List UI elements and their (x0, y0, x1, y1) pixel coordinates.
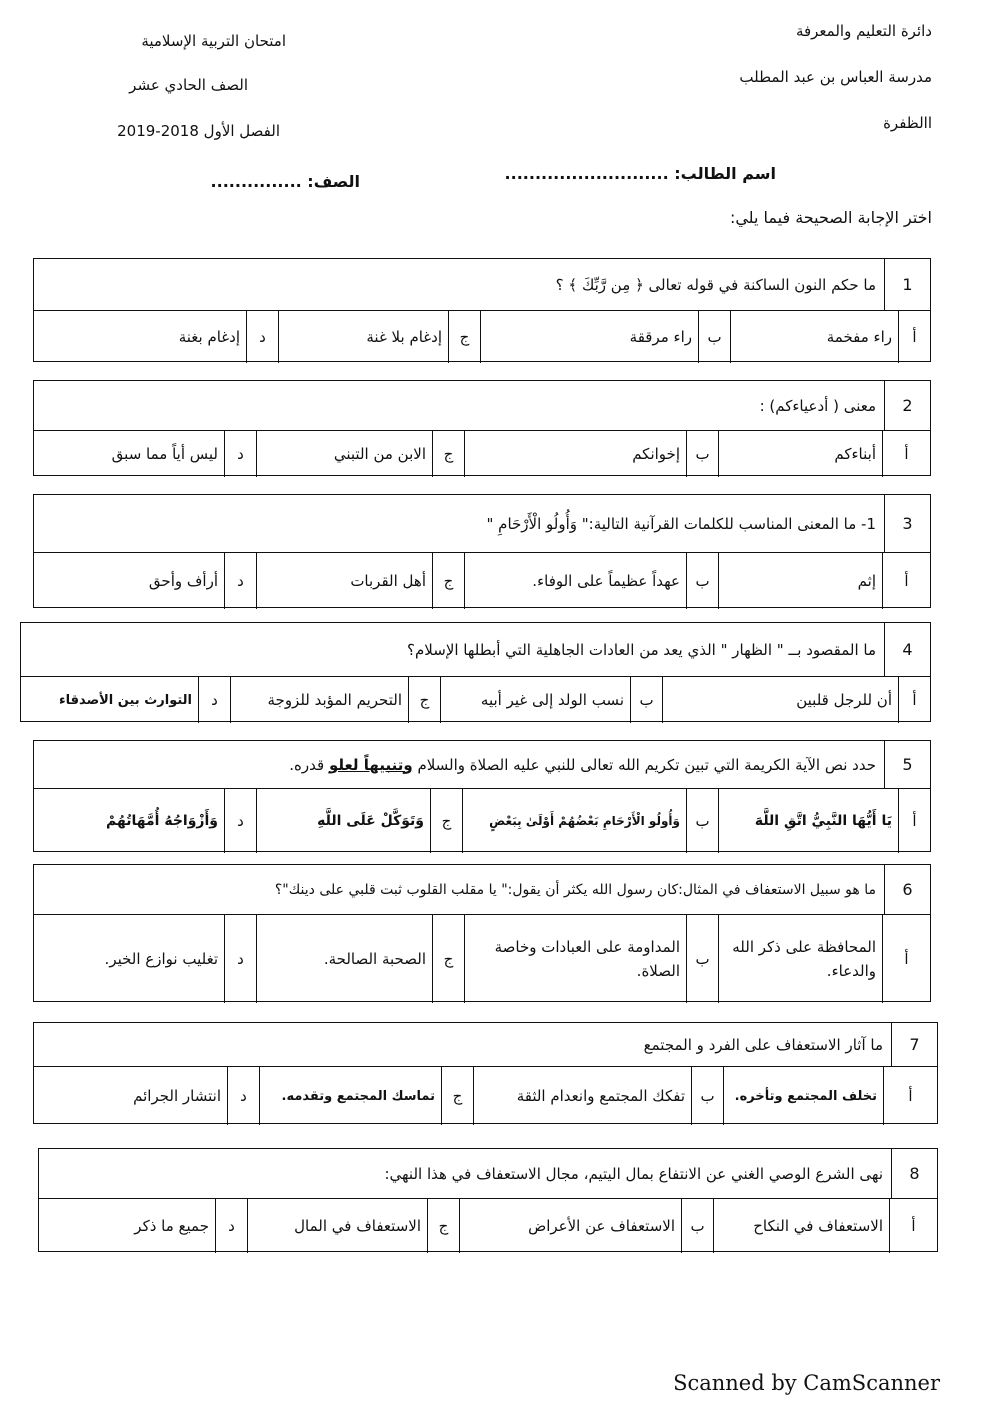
option-a[interactable]: إثم (718, 553, 882, 609)
option-d[interactable]: تغليب نوازع الخير. (104, 950, 218, 968)
option-c[interactable]: الاستعفاف في المال (247, 1199, 427, 1253)
option-letter-c: ج (427, 1199, 459, 1253)
option-b[interactable]: وَأُولُو الْأَرْحَامِ بَعْضُهُمْ أَوْلَىٰ بِبَعْضٍ (462, 789, 686, 853)
options-row (34, 311, 930, 363)
instruction-text: اختر الإجابة الصحيحة فيما يلي: (729, 208, 932, 227)
question-number: 1 (884, 259, 930, 310)
question-text-emphasis: وتنبيهاً لعلو (328, 755, 413, 774)
region-name: االظفرة (883, 114, 932, 132)
option-letter-c: ج (408, 677, 440, 723)
option-letter-a: أ (889, 1199, 937, 1253)
option-letter-c: ج (448, 311, 480, 363)
option-c[interactable]: الابن من التبني (256, 431, 432, 477)
option-letter-c: ج (430, 789, 462, 853)
option-letter-b: ب (686, 915, 718, 1003)
question-text: ما المقصود بــ " الظهار " الذي يعد من العادات الجاهلية التي أبطلها الإسلام؟ (407, 640, 876, 659)
question-text: 1- ما المعنى المناسب للكلمات القرآنية التالية:" وَأُولُو الْأَرْحَامِ " (486, 514, 876, 533)
option-a[interactable]: الاستعفاف في النكاح (713, 1199, 889, 1253)
option-d[interactable]: ليس أياً مما سبق (111, 445, 218, 463)
option-letter-b: ب (698, 311, 730, 363)
option-letter-d: د (246, 311, 278, 363)
option-letter-b: ب (686, 553, 718, 609)
option-letter-c: ج (432, 553, 464, 609)
option-letter-c: ج (441, 1067, 473, 1125)
question-row (34, 1023, 937, 1067)
question-block-1 (33, 258, 931, 362)
question-number: 4 (884, 623, 930, 676)
option-letter-d: د (224, 915, 256, 1003)
question-number: 7 (891, 1023, 937, 1066)
options-row (39, 1199, 937, 1253)
option-d[interactable]: أرأف وأحق (148, 572, 218, 590)
option-d[interactable]: انتشار الجرائم (133, 1087, 221, 1105)
scanner-watermark: Scanned by CamScanner (673, 1371, 940, 1395)
question-number: 5 (884, 741, 930, 788)
option-a[interactable]: يَا أَيُّهَا النَّبِيُّ اتَّقِ اللَّهَ (718, 789, 898, 853)
option-c[interactable]: وَتَوَكَّلْ عَلَى اللَّهِ (256, 789, 430, 853)
option-letter-a: أ (882, 915, 930, 1003)
question-block-8 (38, 1148, 938, 1252)
option-c[interactable]: تماسك المجتمع وتقدمه. (259, 1067, 441, 1125)
options-row (34, 789, 930, 853)
option-letter-d: د (224, 553, 256, 609)
question-number: 6 (884, 865, 930, 914)
option-letter-d: د (198, 677, 230, 723)
option-a[interactable]: راء مفخمة (730, 311, 898, 363)
school-name: مدرسة العباس بن عبد المطلب (739, 68, 932, 86)
question-block-7 (33, 1022, 938, 1124)
option-c[interactable]: التحريم المؤبد للزوجة (230, 677, 408, 723)
option-b[interactable]: الاستعفاف عن الأعراض (459, 1199, 681, 1253)
option-b[interactable]: عهداً عظيماً على الوفاء. (464, 553, 686, 609)
exam-title: امتحان التربية الإسلامية (141, 32, 286, 50)
question-row (34, 381, 930, 431)
option-b[interactable]: نسب الولد إلى غير أبيه (440, 677, 630, 723)
question-block-2 (33, 380, 931, 476)
class-line: الصف: ............... (210, 172, 360, 191)
option-a[interactable]: المحافظة على ذكر الله والدعاء. (718, 915, 882, 1003)
option-letter-d: د (215, 1199, 247, 1253)
option-letter-b: ب (681, 1199, 713, 1253)
question-block-5 (33, 740, 931, 852)
option-letter-d: د (224, 431, 256, 477)
question-text-end: قدره. (289, 755, 325, 774)
student-name-line: اسم الطالب: ........................... (504, 164, 776, 183)
option-a[interactable]: تخلف المجتمع وتأخره. (723, 1067, 883, 1125)
option-c[interactable]: أهل القربات (256, 553, 432, 609)
options-row (34, 431, 930, 477)
option-letter-a: أ (883, 1067, 937, 1125)
question-text: معنى ( أدعياءكم) : (759, 396, 876, 415)
question-row (34, 259, 930, 311)
grade-label: الصف الحادي عشر (129, 76, 248, 94)
question-block-4 (20, 622, 931, 722)
question-row (34, 865, 930, 915)
term-label: الفصل الأول 2018-2019 (117, 122, 280, 140)
question-text (40, 741, 876, 788)
department-name: دائرة التعليم والمعرفة (795, 22, 932, 40)
option-d[interactable]: التوارث بين الأصدقاء (59, 692, 192, 708)
option-c[interactable]: الصحبة الصالحة. (256, 915, 432, 1003)
question-text: نهى الشرع الوصي الغني عن الانتفاع بمال اليتيم، مجال الاستعفاف في هذا النهي: (384, 1164, 883, 1183)
question-block-6 (33, 864, 931, 1002)
option-letter-c: ج (432, 431, 464, 477)
option-letter-b: ب (686, 789, 718, 853)
option-letter-a: أ (898, 677, 930, 723)
option-letter-a: أ (898, 789, 930, 853)
option-d[interactable]: إدغام بغنة (178, 328, 240, 346)
option-b[interactable]: إخوانكم (464, 431, 686, 477)
option-b[interactable]: تفكك المجتمع وانعدام الثقة (473, 1067, 691, 1125)
option-letter-b: ب (686, 431, 718, 477)
option-b[interactable]: راء مرققة (480, 311, 698, 363)
option-letter-b: ب (691, 1067, 723, 1125)
options-row (34, 553, 930, 609)
option-letter-b: ب (630, 677, 662, 723)
options-row (34, 1067, 937, 1125)
option-letter-c: ج (432, 915, 464, 1003)
option-letter-a: أ (898, 311, 930, 363)
option-letter-a: أ (882, 431, 930, 477)
option-letter-a: أ (882, 553, 930, 609)
question-number: 3 (884, 495, 930, 552)
option-d[interactable]: جميع ما ذكر (134, 1217, 209, 1235)
option-d[interactable]: وَأَزْوَاجُهُ أُمَّهَاتُهُمْ (106, 813, 218, 829)
question-row (34, 495, 930, 553)
options-row (21, 677, 930, 723)
option-a[interactable]: أبناءكم (718, 431, 882, 477)
option-letter-d: د (224, 789, 256, 853)
question-number: 8 (891, 1149, 937, 1198)
question-row (21, 623, 930, 677)
options-row (34, 915, 930, 1003)
question-text: ما آثار الاستعفاف على الفرد و المجتمع (643, 1035, 883, 1054)
question-number: 2 (884, 381, 930, 430)
question-block-3 (33, 494, 931, 608)
option-c[interactable]: إدغام بلا غنة (278, 311, 448, 363)
question-row (34, 741, 930, 789)
question-text: ما حكم النون الساكنة في قوله تعالى ﴿ مِن رَّبِّكَ ﴾ ؟ (555, 275, 876, 294)
question-text: ما هو سبيل الاستعفاف في المثال:كان رسول الله يكثر أن يقول:" يا مقلب القلوب ثبت قلبي على دينك"؟ (274, 881, 876, 898)
option-letter-d: د (227, 1067, 259, 1125)
question-row (39, 1149, 937, 1199)
question-text-main: حدد نص الآية الكريمة التي تبين تكريم الله تعالى للنبي عليه الصلاة والسلام (417, 755, 876, 774)
option-b[interactable]: المداومة على العبادات وخاصة الصلاة. (464, 915, 686, 1003)
option-a[interactable]: أن للرجل قلبين (662, 677, 898, 723)
